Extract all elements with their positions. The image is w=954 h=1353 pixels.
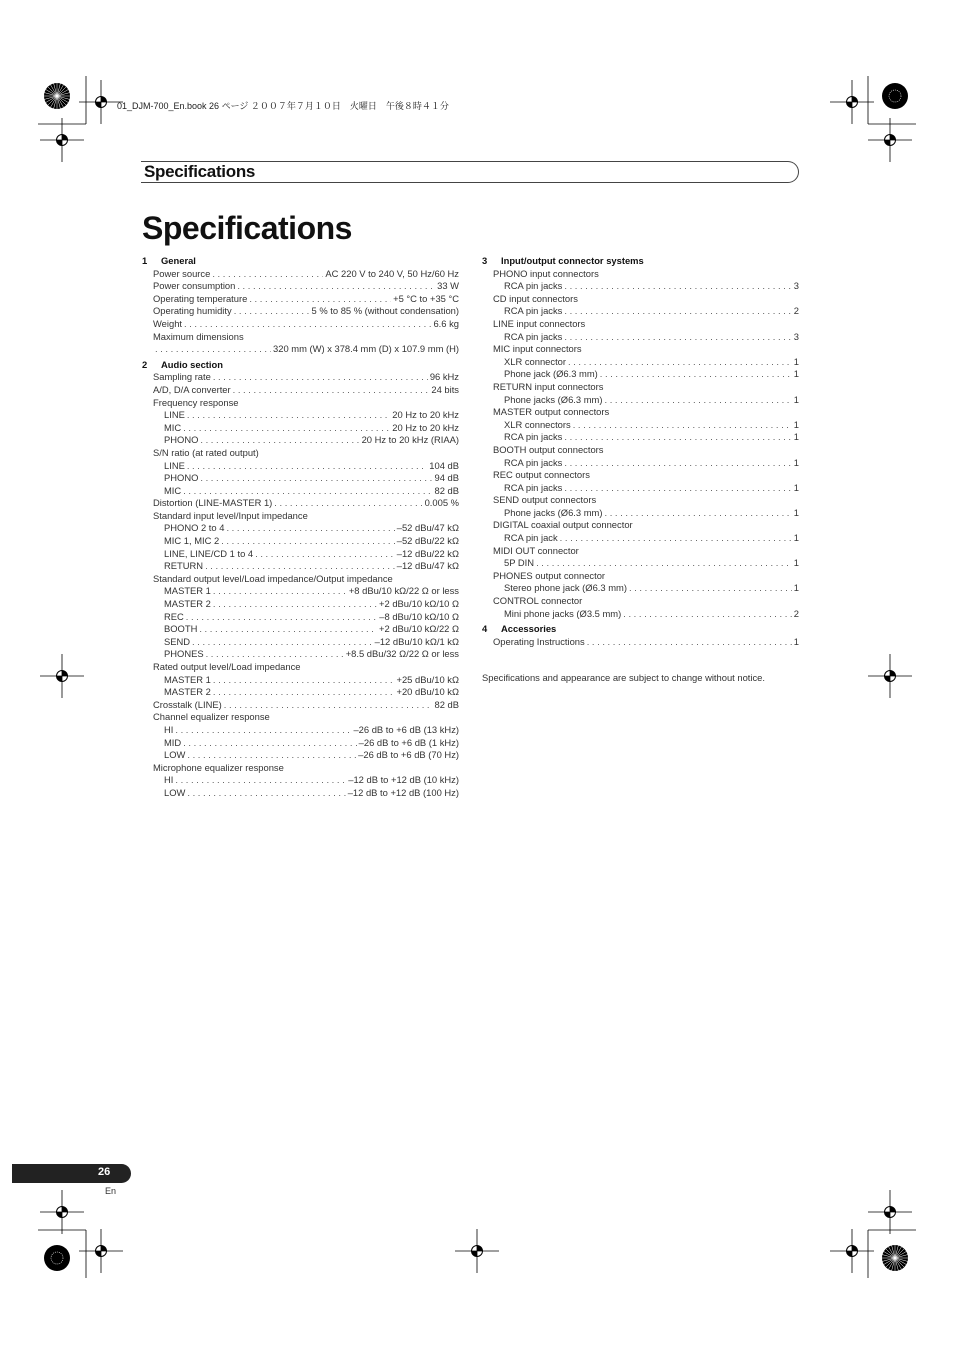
spec-label: LINE [164, 459, 185, 471]
section-heading [482, 255, 799, 268]
leader-dots [564, 305, 791, 318]
spec-row [142, 409, 459, 422]
spec-label: MASTER 2 [164, 598, 211, 610]
spec-row [482, 595, 799, 608]
spec-row [482, 268, 799, 281]
spec-row [142, 648, 459, 661]
spec-value: 6.6 kg [433, 317, 459, 329]
spec-label: Weight [153, 317, 183, 329]
spec-label: RCA pin jacks [504, 280, 563, 292]
spec-column-right [482, 253, 799, 648]
spec-value: 320 mm (W) x 378.4 mm (D) x 107.9 mm (H) [273, 343, 459, 355]
spec-row [142, 522, 459, 535]
leader-dots [249, 293, 391, 306]
spec-row [142, 305, 459, 318]
spec-label: MASTER 1 [164, 673, 211, 685]
spec-label: XLR connectors [504, 418, 571, 430]
spec-row [142, 674, 459, 687]
spec-label: Operating humidity [153, 305, 232, 317]
leader-dots [564, 431, 791, 444]
leader-dots [184, 318, 431, 331]
spec-row [482, 636, 799, 649]
leader-dots [186, 611, 378, 624]
spec-value: 104 dB [429, 459, 459, 471]
spec-value: –8 dBu/10 kΩ/10 Ω [379, 610, 459, 622]
spec-label: CD input connectors [493, 292, 578, 304]
leader-dots [623, 608, 792, 621]
spec-label: Microphone equalizer response [153, 761, 284, 773]
leader-dots [573, 419, 792, 432]
spec-value: –12 dB to +12 dB (100 Hz) [347, 786, 459, 798]
spec-value: +25 dBu/10 kΩ [396, 673, 459, 685]
spec-value: +2 dBu/10 kΩ/10 Ω [379, 598, 459, 610]
spec-label: BOOTH [164, 623, 198, 635]
spec-label: PHONES output connector [493, 569, 606, 581]
spec-label: Channel equalizer response [153, 711, 270, 723]
spec-label: Rated output level/Load impedance [153, 661, 301, 672]
leader-dots [212, 268, 323, 281]
spec-value: 1 [793, 635, 799, 647]
spec-label: Sampling rate [153, 371, 211, 383]
leader-dots [560, 532, 792, 545]
leader-dots [213, 371, 428, 384]
spec-value: 3 [793, 280, 799, 292]
spec-value: 20 Hz to 20 kHz (RIAA) [361, 434, 459, 446]
section-number: 4 [482, 623, 488, 635]
spec-value: 1 [793, 456, 799, 468]
spec-column-left [142, 253, 459, 800]
spec-row [142, 711, 459, 724]
spec-row [482, 545, 799, 558]
spec-label: MASTER 1 [164, 585, 211, 597]
spec-label: REC output connectors [493, 469, 590, 481]
spec-label: RETURN input connectors [493, 380, 604, 392]
spec-row [142, 699, 459, 712]
spec-label: MIC input connectors [493, 343, 582, 355]
spec-value: 20 Hz to 20 kHz [392, 421, 459, 433]
spec-value: –12 dBu/22 kΩ [396, 547, 459, 559]
leader-dots [604, 394, 791, 407]
spec-label: MID [164, 736, 182, 748]
leader-dots [274, 497, 422, 510]
leader-dots [200, 472, 432, 485]
spec-label: MASTER 2 [164, 686, 211, 698]
spec-row [142, 573, 459, 586]
spec-row [142, 737, 459, 750]
spec-value: –12 dBu/10 kΩ/1 kΩ [374, 635, 459, 647]
spec-row [482, 293, 799, 306]
spec-label: Power consumption [153, 280, 236, 292]
spec-value: +8 dBu/10 kΩ/22 Ω or less [348, 585, 459, 597]
leader-dots [183, 422, 390, 435]
spec-value: 96 kHz [429, 371, 459, 383]
spec-row [482, 381, 799, 394]
spec-value: –26 dB to +6 dB (70 Hz) [358, 749, 459, 761]
spec-value: –52 dBu/22 kΩ [396, 535, 459, 547]
leader-dots [600, 368, 792, 381]
spec-row [142, 485, 459, 498]
leader-dots [199, 623, 377, 636]
leader-dots [175, 724, 351, 737]
leader-dots [564, 457, 791, 470]
spec-value: +5 °C to +35 °C [393, 292, 459, 304]
spec-row [482, 368, 799, 381]
spec-row [482, 318, 799, 331]
leader-dots [187, 787, 345, 800]
spec-value: 94 dB [434, 472, 459, 484]
spec-label: PHONO [164, 472, 199, 484]
spec-row [142, 762, 459, 775]
spec-row [482, 343, 799, 356]
spec-label: Standard output level/Load impedance/Output impedance [153, 572, 393, 584]
spec-label: Crosstalk (LINE) [153, 698, 222, 710]
spec-value: 24 bits [431, 383, 459, 395]
leader-dots [233, 384, 430, 397]
spec-row [482, 457, 799, 470]
spec-label: HI [164, 774, 174, 786]
spec-label: HI [164, 723, 174, 735]
spec-row [482, 557, 799, 570]
spec-row [482, 570, 799, 583]
spec-row [142, 623, 459, 636]
spec-value: +8.5 dBu/32 Ω/22 Ω or less [345, 648, 459, 660]
section-heading [142, 255, 459, 268]
file-info-line: 01_DJM-700_En.book 26 ページ ２００７年７月１０日 火曜日 午後８時４１分 [117, 101, 449, 111]
spec-value: 5 % to 85 % (without condensation) [311, 305, 459, 317]
section-title: Audio section [161, 358, 223, 370]
spec-label: S/N ratio (at rated output) [153, 446, 259, 458]
spec-row [142, 611, 459, 624]
spec-value: –52 dBu/47 kΩ [396, 522, 459, 534]
section-heading [142, 359, 459, 372]
disclaimer-note: Specifications and appearance are subject to change without notice. [482, 672, 765, 683]
spec-value: AC 220 V to 240 V, 50 Hz/60 Hz [325, 267, 459, 279]
spec-row [482, 507, 799, 520]
spec-row [482, 494, 799, 507]
spec-value: 1 [793, 532, 799, 544]
spec-label: Mini phone jacks (Ø3.5 mm) [504, 607, 622, 619]
leader-dots [155, 343, 271, 356]
spec-value: –12 dBu/47 kΩ [396, 560, 459, 572]
spec-value: +2 dBu/10 kΩ/22 Ω [379, 623, 459, 635]
spec-label: PHONO [164, 434, 199, 446]
spec-row [142, 460, 459, 473]
spec-label: RETURN [164, 560, 204, 572]
spec-label: CONTROL connector [493, 595, 583, 607]
leader-dots [187, 460, 427, 473]
spec-label: RCA pin jack [504, 532, 558, 544]
page-language: En [105, 1186, 117, 1196]
leader-dots [213, 598, 377, 611]
spec-row [142, 661, 459, 674]
leader-dots [192, 636, 373, 649]
spec-row [142, 686, 459, 699]
section-header-title: Specifications [144, 162, 256, 181]
spec-row [482, 280, 799, 293]
spec-label: SEND [164, 635, 191, 647]
spec-label: SEND output connectors [493, 494, 597, 506]
spec-label: MASTER output connectors [493, 406, 610, 418]
spec-row [482, 444, 799, 457]
leader-dots [224, 699, 433, 712]
spec-row [142, 585, 459, 598]
target-disc [882, 83, 908, 109]
leader-dots [213, 686, 395, 699]
spec-label: Operating temperature [153, 292, 248, 304]
spec-label: 5P DIN [504, 557, 535, 569]
spec-row [142, 434, 459, 447]
leader-dots [213, 585, 347, 598]
spec-row [482, 482, 799, 495]
leader-dots [568, 356, 792, 369]
spec-value: +20 dBu/10 kΩ [396, 686, 459, 698]
spec-label: RCA pin jacks [504, 481, 563, 493]
spec-label: RCA pin jacks [504, 456, 563, 468]
target-disc [44, 1245, 70, 1271]
spec-value: 1 [793, 506, 799, 518]
spec-value: 2 [793, 305, 799, 317]
spec-label: PHONES [164, 648, 204, 660]
spec-value: 1 [793, 355, 799, 367]
spec-row [482, 519, 799, 532]
spec-row [142, 497, 459, 510]
spec-row [142, 510, 459, 523]
spec-value: 1 [793, 481, 799, 493]
spec-row [142, 560, 459, 573]
spec-row [142, 397, 459, 410]
spec-value: 1 [793, 393, 799, 405]
spec-row [142, 268, 459, 281]
page-number-tab [12, 1164, 131, 1183]
leader-dots [587, 636, 792, 649]
leader-dots [255, 548, 395, 561]
spec-row [142, 535, 459, 548]
leader-dots [536, 557, 792, 570]
spec-value: 1 [793, 582, 799, 594]
section-number: 3 [482, 255, 488, 266]
spec-row [482, 469, 799, 482]
leader-dots [221, 535, 395, 548]
leader-dots [604, 507, 791, 520]
spec-row [142, 343, 459, 356]
spec-row [142, 331, 459, 344]
spec-row [142, 787, 459, 800]
section-title: Accessories [501, 623, 557, 635]
spec-row [142, 548, 459, 561]
spec-label: LINE input connectors [493, 317, 586, 329]
spec-row [142, 774, 459, 787]
spec-label: LOW [164, 749, 186, 761]
spec-row [142, 384, 459, 397]
spec-row [482, 331, 799, 344]
spec-row [142, 447, 459, 460]
spec-label: LOW [164, 786, 186, 798]
spec-row [142, 598, 459, 611]
spec-label: Stereo phone jack (Ø6.3 mm) [504, 582, 627, 594]
spec-value: –26 dB to +6 dB (13 kHz) [353, 723, 459, 735]
spec-label: RCA pin jacks [504, 431, 563, 443]
spec-label: Maximum dimensions [153, 330, 244, 342]
spec-label: DIGITAL coaxial output connector [493, 519, 633, 531]
spec-value: 82 dB [434, 484, 459, 496]
spec-label: A/D, D/A converter [153, 383, 231, 395]
spec-row [482, 608, 799, 621]
spec-label: LINE, LINE/CD 1 to 4 [164, 547, 254, 559]
leader-dots [183, 485, 432, 498]
spec-row [482, 419, 799, 432]
spec-row [142, 472, 459, 485]
spec-value: 3 [793, 330, 799, 342]
spec-row [142, 371, 459, 384]
leader-dots [205, 560, 395, 573]
spec-label: PHONO 2 to 4 [164, 522, 225, 534]
spec-row [482, 394, 799, 407]
leader-dots [629, 582, 792, 595]
spec-label: REC [164, 610, 184, 622]
spec-row [142, 724, 459, 737]
spec-value: 33 W [437, 280, 459, 292]
leader-dots [200, 434, 359, 447]
leader-dots [206, 648, 344, 661]
spec-value: 1 [793, 431, 799, 443]
leader-dots [237, 280, 435, 293]
leader-dots [187, 409, 390, 422]
section-title: Input/output connector systems [501, 255, 644, 266]
spec-label: Phone jack (Ø6.3 mm) [504, 368, 598, 380]
spec-value: 0.005 % [424, 497, 459, 509]
spec-label: PHONO input connectors [493, 267, 599, 279]
spec-row [482, 431, 799, 444]
page-number: 26 [98, 1166, 111, 1178]
section-number: 2 [142, 358, 148, 370]
leader-dots [564, 482, 791, 495]
spec-row [142, 749, 459, 762]
spec-value: 1 [793, 368, 799, 380]
leader-dots [234, 305, 310, 318]
spec-row [482, 356, 799, 369]
page-title: Specifications [142, 210, 352, 246]
leader-dots [213, 674, 395, 687]
spec-label: BOOTH output connectors [493, 443, 604, 455]
spec-row [482, 532, 799, 545]
spec-value: 82 dB [434, 698, 459, 710]
spec-row [482, 305, 799, 318]
leader-dots [175, 774, 346, 787]
spec-label: MIC [164, 484, 182, 496]
spec-row [482, 582, 799, 595]
spec-value: 2 [793, 607, 799, 619]
leader-dots [183, 737, 356, 750]
spec-row [142, 636, 459, 649]
spec-row [142, 280, 459, 293]
leader-dots [564, 280, 791, 293]
spec-label: Power source [153, 267, 211, 279]
spec-label: MIC [164, 421, 182, 433]
spec-row [142, 422, 459, 435]
leader-dots [226, 522, 394, 535]
spec-row [142, 318, 459, 331]
spec-label: MIC 1, MIC 2 [164, 535, 220, 547]
spec-value: –26 dB to +6 dB (1 kHz) [358, 736, 459, 748]
spec-label: Phone jacks (Ø6.3 mm) [504, 506, 603, 518]
spec-label: RCA pin jacks [504, 330, 563, 342]
leader-dots [187, 749, 356, 762]
spec-label: Frequency response [153, 396, 239, 408]
leader-dots [564, 331, 791, 344]
spec-label: RCA pin jacks [504, 305, 563, 317]
spec-label: Operating Instructions [493, 635, 585, 647]
spec-label: Phone jacks (Ø6.3 mm) [504, 393, 603, 405]
spec-row [142, 293, 459, 306]
spec-label: LINE [164, 409, 185, 421]
section-number: 1 [142, 255, 148, 266]
spec-value: 1 [793, 418, 799, 430]
spec-value: –12 dB to +12 dB (10 kHz) [348, 774, 459, 786]
section-heading [482, 623, 799, 636]
spec-value: 20 Hz to 20 kHz [392, 409, 459, 421]
spec-value: 1 [793, 557, 799, 569]
spec-label: XLR connector [504, 355, 567, 367]
spec-label: Standard input level/Input impedance [153, 509, 308, 521]
spec-label: Distortion (LINE-MASTER 1) [153, 497, 273, 509]
section-title: General [161, 255, 196, 266]
spec-label: MIDI OUT connector [493, 544, 579, 556]
spec-row [482, 406, 799, 419]
